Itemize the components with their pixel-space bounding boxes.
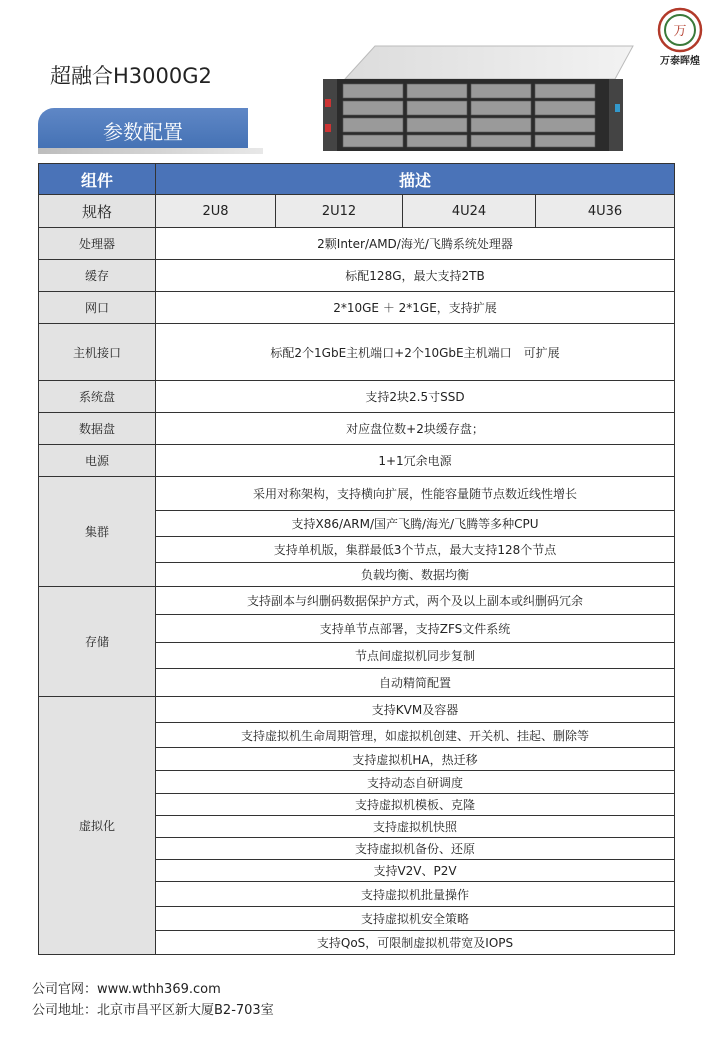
section-underline bbox=[38, 148, 263, 154]
company-logo bbox=[646, 6, 714, 70]
spec-cell: 4U24 bbox=[403, 195, 536, 228]
group-item: 支持虚拟机生命周期管理，如虚拟机创建、开关机、挂起、删除等 bbox=[156, 723, 675, 748]
group-item: 支持QoS，可限制虚拟机带宽及IOPS bbox=[156, 931, 675, 955]
row-label: 网口 bbox=[39, 292, 156, 324]
group-item: 支持虚拟机批量操作 bbox=[156, 882, 675, 907]
group-item: 支持虚拟机快照 bbox=[156, 816, 675, 838]
row-label: 系统盘 bbox=[39, 381, 156, 413]
group-item: 支持虚拟机模板、克隆 bbox=[156, 794, 675, 816]
row-label: 主机接口 bbox=[39, 324, 156, 381]
spec-cell: 2U8 bbox=[156, 195, 276, 228]
group-item: 采用对称架构，支持横向扩展，性能容量随节点数近线性增长 bbox=[156, 477, 675, 511]
spec-cell: 4U36 bbox=[536, 195, 675, 228]
header-component: 组件 bbox=[39, 164, 156, 195]
group-label-cluster: 集群 bbox=[39, 477, 156, 587]
row-label: 数据盘 bbox=[39, 413, 156, 445]
row-label: 缓存 bbox=[39, 260, 156, 292]
row-label: 处理器 bbox=[39, 228, 156, 260]
group-item: 支持动态自研调度 bbox=[156, 771, 675, 794]
group-item: 支持单节点部署，支持ZFS文件系统 bbox=[156, 615, 675, 643]
svg-text:万泰晖煌: 万泰晖煌 bbox=[660, 56, 700, 67]
group-item: 支持虚拟机HA，热迁移 bbox=[156, 748, 675, 771]
group-label-storage: 存储 bbox=[39, 587, 156, 697]
group-item: 支持V2V、P2V bbox=[156, 860, 675, 882]
group-item: 支持KVM及容器 bbox=[156, 697, 675, 723]
row-desc: 支持2块2.5寸SSD bbox=[156, 381, 675, 413]
spec-label: 规格 bbox=[39, 195, 156, 228]
page-title: 超融合H3000G2 bbox=[50, 64, 212, 88]
company-website: 公司官网：www.wthh369.com bbox=[32, 982, 221, 997]
row-desc: 2*10GE ＋ 2*1GE，支持扩展 bbox=[156, 292, 675, 324]
row-desc: 标配128G，最大支持2TB bbox=[156, 260, 675, 292]
group-item: 支持单机版，集群最低3个节点，最大支持128个节点 bbox=[156, 537, 675, 563]
spec-cell: 2U12 bbox=[276, 195, 403, 228]
group-label-virtualization: 虚拟化 bbox=[39, 697, 156, 955]
seal-icon bbox=[646, 6, 714, 70]
section-heading-text: 参数配置 bbox=[103, 119, 183, 144]
row-desc: 1+1冗余电源 bbox=[156, 445, 675, 477]
group-item: 支持虚拟机安全策略 bbox=[156, 907, 675, 931]
group-item: 支持虚拟机备份、还原 bbox=[156, 838, 675, 860]
server-image bbox=[315, 44, 635, 154]
group-item: 自动精简配置 bbox=[156, 669, 675, 697]
row-desc: 标配2个1GbE主机端口+2个10GbE主机端口 可扩展 bbox=[156, 324, 675, 381]
spec-table bbox=[38, 163, 675, 955]
group-item: 支持X86/ARM/国产飞腾/海光/飞腾等多种CPU bbox=[156, 511, 675, 537]
row-desc: 对应盘位数+2块缓存盘； bbox=[156, 413, 675, 445]
company-address: 公司地址：北京市昌平区新大厦B2-703室 bbox=[32, 1003, 274, 1018]
svg-text:万: 万 bbox=[673, 24, 687, 39]
group-item: 节点间虚拟机同步复制 bbox=[156, 643, 675, 669]
row-desc: 2颗Inter/AMD/海光/飞腾系统处理器 bbox=[156, 228, 675, 260]
group-item: 负载均衡、数据均衡 bbox=[156, 563, 675, 587]
group-item: 支持副本与纠删码数据保护方式，两个及以上副本或纠删码冗余 bbox=[156, 587, 675, 615]
header-description: 描述 bbox=[156, 164, 675, 195]
row-label: 电源 bbox=[39, 445, 156, 477]
section-heading bbox=[38, 108, 248, 152]
